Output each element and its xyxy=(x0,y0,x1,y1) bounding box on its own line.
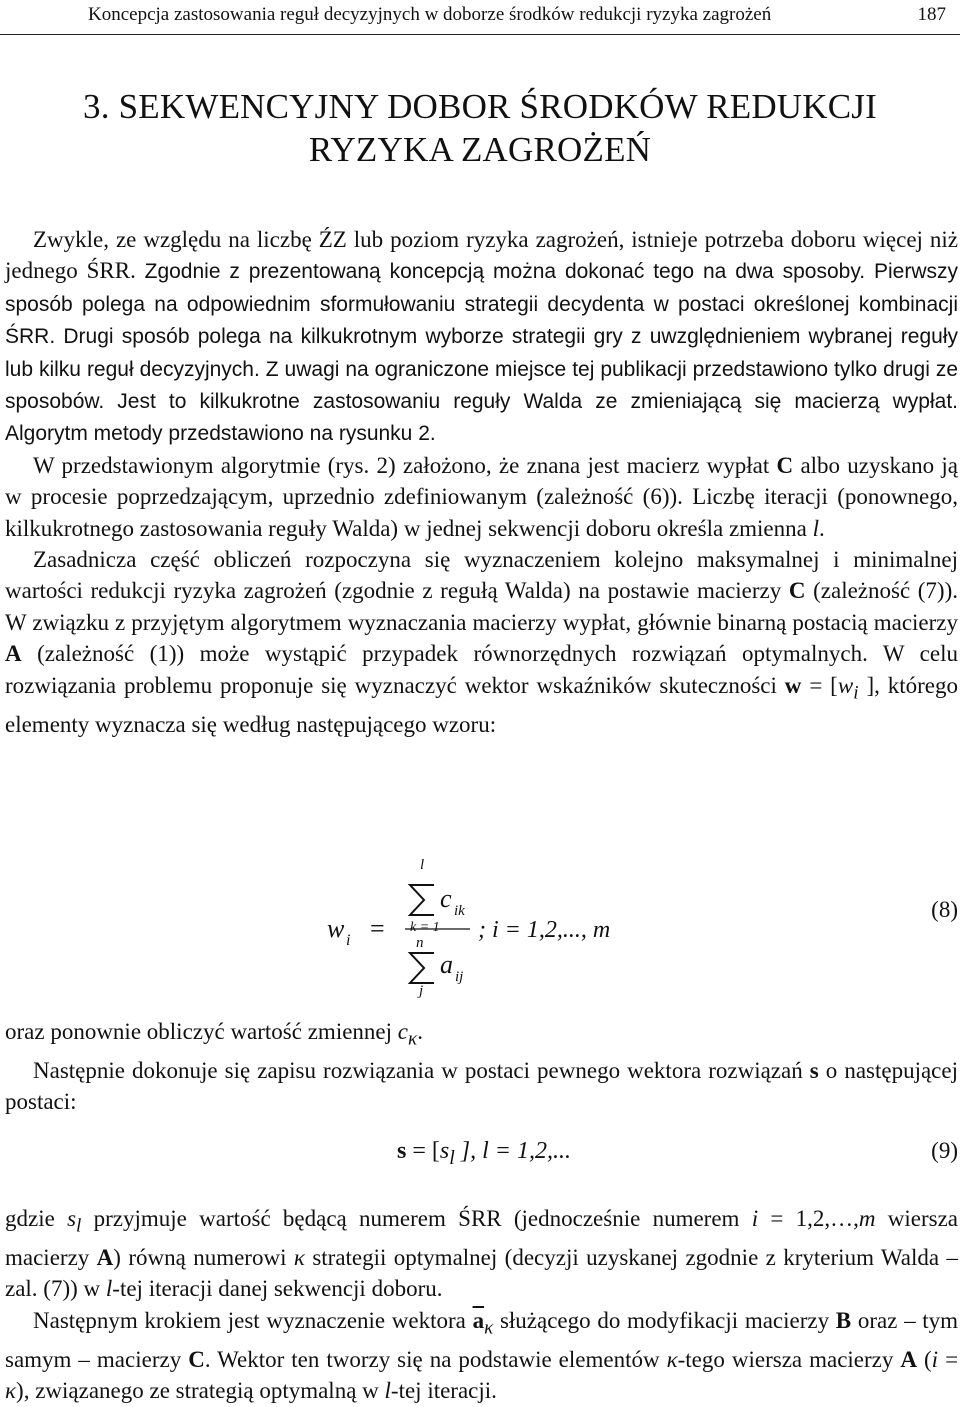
var-kappa: κ xyxy=(5,1378,17,1404)
vector-a: $\overline{a}$ xyxy=(472,1307,485,1333)
p7-mid6: = xyxy=(945,1346,959,1372)
section-title-line1: 3. SEKWENCYJNY DOBOR ŚRODKÓW REDUKCJI xyxy=(83,87,877,126)
eq8-den-upper: n xyxy=(416,935,424,951)
w-i: w xyxy=(837,672,854,698)
matrix-A: A xyxy=(96,1245,114,1270)
eq8-den-lower: j xyxy=(419,983,424,999)
equation-8-number: (8) xyxy=(931,897,958,922)
var-i: i xyxy=(751,1206,759,1231)
p7-mid4: -tego wiersza macierzy xyxy=(677,1346,894,1372)
eq8-i: i xyxy=(346,932,351,949)
running-title: Koncepcja zastosowania reguł decyzyjnych w doborze środków redukcji ryzyka zagrożeń xyxy=(88,4,772,25)
equation-9-number: (9) xyxy=(931,1138,958,1163)
paragraph-1-serif: Zwykle, ze względu na liczbę ŹZ lub poziom ryzyka zagrożeń, istnieje potrzeba doboru więcej niż jednego ŚRR. xyxy=(5,227,958,284)
p6-start: gdzie xyxy=(5,1206,55,1231)
p5-start: Następnie dokonuje się zapisu rozwiązania w postaci pewnego wektora rozwiązań xyxy=(33,1058,803,1083)
sum-icon xyxy=(410,953,434,983)
sub-kappa: κ xyxy=(484,1317,494,1339)
eq9-body xyxy=(397,1138,571,1170)
var-kappa: κ xyxy=(666,1346,678,1372)
eq9-sub-l: l xyxy=(449,1146,455,1169)
p7-mid3: . Wektor ten tworzy się na podstawie elementów xyxy=(204,1346,660,1372)
var-c: c xyxy=(397,1019,408,1044)
p7-start: Następnym krokiem jest wyznaczenie wektora xyxy=(33,1307,466,1333)
var-s: s xyxy=(67,1206,77,1231)
p3-end: , którego elementy wyznacza się według następującego wzoru: xyxy=(5,672,959,737)
p3-start: Zasadnicza część obliczeń rozpoczyna się wyznaczeniem kolejno maksymalnej i minimalnej wartości redukcji ryzyka zagrożeń (zgodnie z regułą Walda) na postawie macierzy xyxy=(5,547,958,604)
sub-kappa: κ xyxy=(407,1028,418,1050)
paragraph-7 xyxy=(5,1305,958,1407)
equation-9 xyxy=(0,1136,960,1176)
p3-close: ] xyxy=(866,672,875,698)
p6-mid3: wiersza macierzy xyxy=(5,1206,958,1270)
matrix-C: C xyxy=(188,1346,205,1372)
eq8-den-sub: ij xyxy=(455,969,464,985)
eq8-num-lower: k = 1 xyxy=(410,920,440,935)
p2-start: W przedstawionym algorytmie (rys. 2) założono, że znana jest macierz wypłat xyxy=(33,452,770,478)
p6-mid1: przyjmuje wartość będącą numerem ŚRR (jednocześnie numerem xyxy=(93,1206,740,1231)
running-header xyxy=(0,0,960,35)
matrix-A: A xyxy=(5,641,22,667)
var-l: l xyxy=(812,515,819,541)
eq8-num-sub: ik xyxy=(454,903,465,919)
section-title-line2: RYZYKA ZAGROŻEŃ xyxy=(308,130,652,169)
p3-eqs: = [ xyxy=(809,672,838,698)
p3-mid1: (zależność (7)). W związku z przyjętym algorytmem wyznaczania macierzy wypłat, głównie binarną postacią macierzy xyxy=(5,578,959,635)
paragraph-1-sans: Zgodnie z prezentowaną koncepcją można dokonać tego na dwa sposoby. Pierwszy sposób polega na odpowiednim sformułowaniu strategii decydenta w postaci określonej kombinacji ŚRR. Drugi sposób polega na kilkukrotnym wyborze strategii gry z uwzględnieniem wybranej reguły lub kilku reguł decyzyjnych. Z uwagi na ograniczone miejsce tej publikacji przedstawiono tylko drugi ze sposobów. Jest to kilkukrotne zastosowaniu reguły Walda ze zmieniającą się macierzą wypłat. Algorytm metody przedstawiono na rysunku 2. xyxy=(5,260,958,446)
var-l: l xyxy=(105,1276,113,1302)
sub-i: i xyxy=(853,682,859,704)
eq9-rest: ], l = 1,2,... xyxy=(460,1138,571,1164)
paragraph-6 xyxy=(5,1203,958,1305)
p7-mid5: ( xyxy=(924,1346,932,1372)
p4-end: . xyxy=(417,1019,423,1044)
eq8-equals: = xyxy=(370,914,385,943)
matrix-B: B xyxy=(835,1307,852,1333)
p4-start: oraz ponownie obliczyć wartość zmiennej xyxy=(5,1019,393,1044)
var-i: i xyxy=(931,1346,939,1372)
paragraph-5 xyxy=(5,1055,958,1118)
p7-end: -tej iteracji. xyxy=(390,1378,497,1404)
p7-mid2: oraz – tym samym – macierzy xyxy=(5,1307,959,1372)
p5-end: o następującej postaci: xyxy=(5,1058,958,1115)
p3-mid2: (zależność (1)) może wystąpić przypadek równorzędnych rozwiązań optymalnych. W celu rozwiązania problemu proponuje się wyznaczyć wektor wskaźników skuteczności xyxy=(5,641,958,698)
matrix-A: A xyxy=(900,1346,917,1372)
section-title xyxy=(0,85,960,171)
p2-end: . xyxy=(819,515,825,541)
p6-mid2: = 1,2,…, xyxy=(770,1206,859,1231)
var-l: l xyxy=(384,1378,391,1404)
matrix-C: C xyxy=(776,452,794,478)
p7-mid7: ), związanego ze strategią optymalną w xyxy=(16,1378,379,1404)
vector-w: w xyxy=(784,672,802,698)
vector-s: s xyxy=(809,1058,819,1083)
var-kappa: κ xyxy=(293,1245,305,1270)
equation-8 xyxy=(0,855,960,985)
matrix-C: C xyxy=(788,578,806,604)
page-number: 187 xyxy=(917,4,946,25)
eq8-den-a: a xyxy=(440,950,453,979)
var-m: m xyxy=(858,1206,876,1231)
p6-mid4: ) równą numerowi xyxy=(113,1245,287,1270)
paragraph-4 xyxy=(5,1016,958,1055)
eq9-eq: = [ xyxy=(412,1138,440,1164)
equation-8-svg xyxy=(0,855,960,985)
sub-l: l xyxy=(76,1215,82,1237)
paragraph-3 xyxy=(5,544,958,740)
eq8-w: w xyxy=(327,914,345,943)
p2-mid: albo uzyskano ją w procesie poprzedzającym, uprzednio zdefiniowanym (zależność (6)). Liczbę iteracji (ponownego, kilkukrotnego zastosowania reguły Walda) w jednej sekwencji doboru określa zmienna xyxy=(5,452,959,541)
eq9-s: s xyxy=(397,1138,407,1164)
paragraph-1 xyxy=(5,224,958,450)
paragraph-2 xyxy=(5,450,958,544)
sum-icon xyxy=(410,885,434,915)
p6-end: strategii optymalnej (decyzji uzyskanej zgodnie z kryterium Walda – zal. (7)) w xyxy=(5,1245,958,1302)
p7-mid1: służącego do modyfikacji macierzy xyxy=(499,1307,830,1333)
body-text-2 xyxy=(5,1016,958,1118)
body-text xyxy=(5,224,958,740)
eq8-tail: ; i = 1,2,..., m xyxy=(478,917,611,943)
body-text-3 xyxy=(5,1203,958,1407)
p6-end2: -tej iteracji danej sekwencji doboru. xyxy=(112,1276,443,1302)
eq8-num-c: c xyxy=(440,884,452,913)
eq9-sl: s xyxy=(439,1138,450,1164)
eq8-num-upper: l xyxy=(420,857,425,873)
